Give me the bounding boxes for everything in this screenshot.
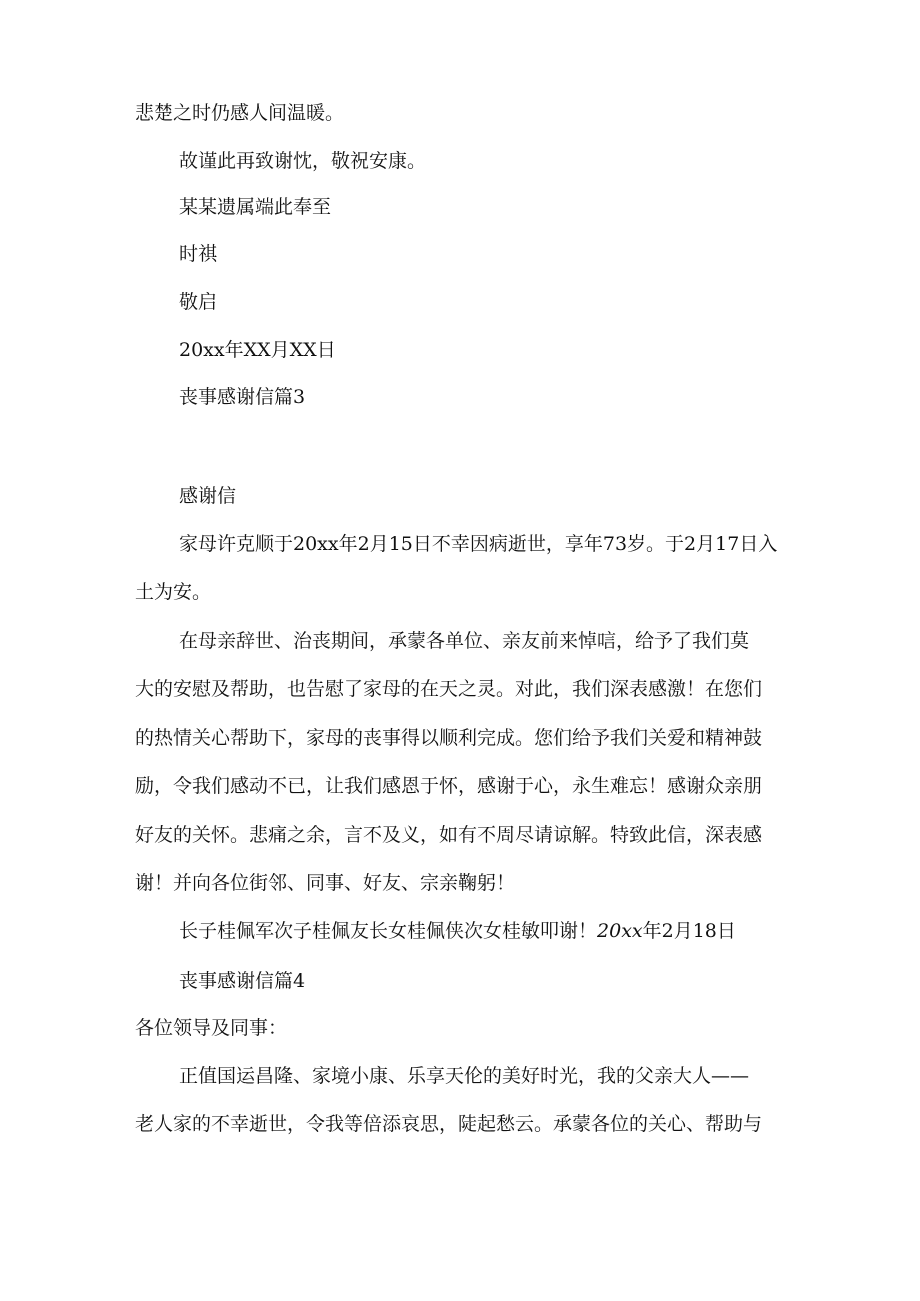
signature-line [179, 919, 736, 943]
text-line: 大的安慰及帮助，也告慰了家母的在天之灵。对此，我们深表感激！在您们 [135, 678, 763, 700]
text-line: 励，令我们感动不已，让我们感恩于怀，感谢于心，永生难忘！感谢众亲朋 [135, 775, 763, 797]
signature-text: 长子桂佩军次子桂佩友长女桂佩侠次女桂敏叩谢！ [179, 920, 598, 942]
text-line: 老人家的不幸逝世，令我等倍添哀思，陡起愁云。承蒙各位的关心、帮助与 [135, 1113, 763, 1135]
text-line: 在母亲辞世、治丧期间，承蒙各单位、亲友前来悼唁，给予了我们莫 [179, 630, 750, 652]
text-line: 家母许克顺于20xx年2月15日不幸因病逝世，享年73岁。于2月17日入 [179, 533, 778, 555]
text-line: 土为安。 [135, 581, 212, 603]
text-line: 的热情关心帮助下，家母的丧事得以顺利完成。您们给予我们关爱和精神鼓 [135, 727, 763, 749]
signature-date: 年2月18日 [642, 920, 736, 942]
section-heading: 丧事感谢信篇4 [179, 970, 306, 992]
text-line: 敬启 [179, 291, 218, 313]
text-line: 时祺 [179, 243, 218, 265]
letter-title: 感谢信 [179, 485, 237, 507]
salutation: 各位领导及同事： [135, 1017, 288, 1039]
section-heading: 丧事感谢信篇3 [179, 386, 306, 408]
text-line: 正值国运昌隆、家境小康、乐享天伦的美好时光，我的父亲大人—— [179, 1065, 750, 1087]
text-line: 好友的关怀。悲痛之余，言不及义，如有不周尽请谅解。特致此信，深表感 [135, 824, 763, 846]
text-line: 某某遗属端此奉至 [179, 196, 332, 218]
text-line: 故谨此再致谢忱，敬祝安康。 [179, 150, 427, 172]
signature-year: 20xx [597, 920, 643, 942]
text-line: 悲楚之时仍感人间温暖。 [135, 102, 345, 124]
text-line: 谢！并向各位街邻、同事、好友、宗亲鞠躬！ [135, 872, 516, 894]
date-line: 20xx年XX月XX日 [179, 339, 336, 361]
